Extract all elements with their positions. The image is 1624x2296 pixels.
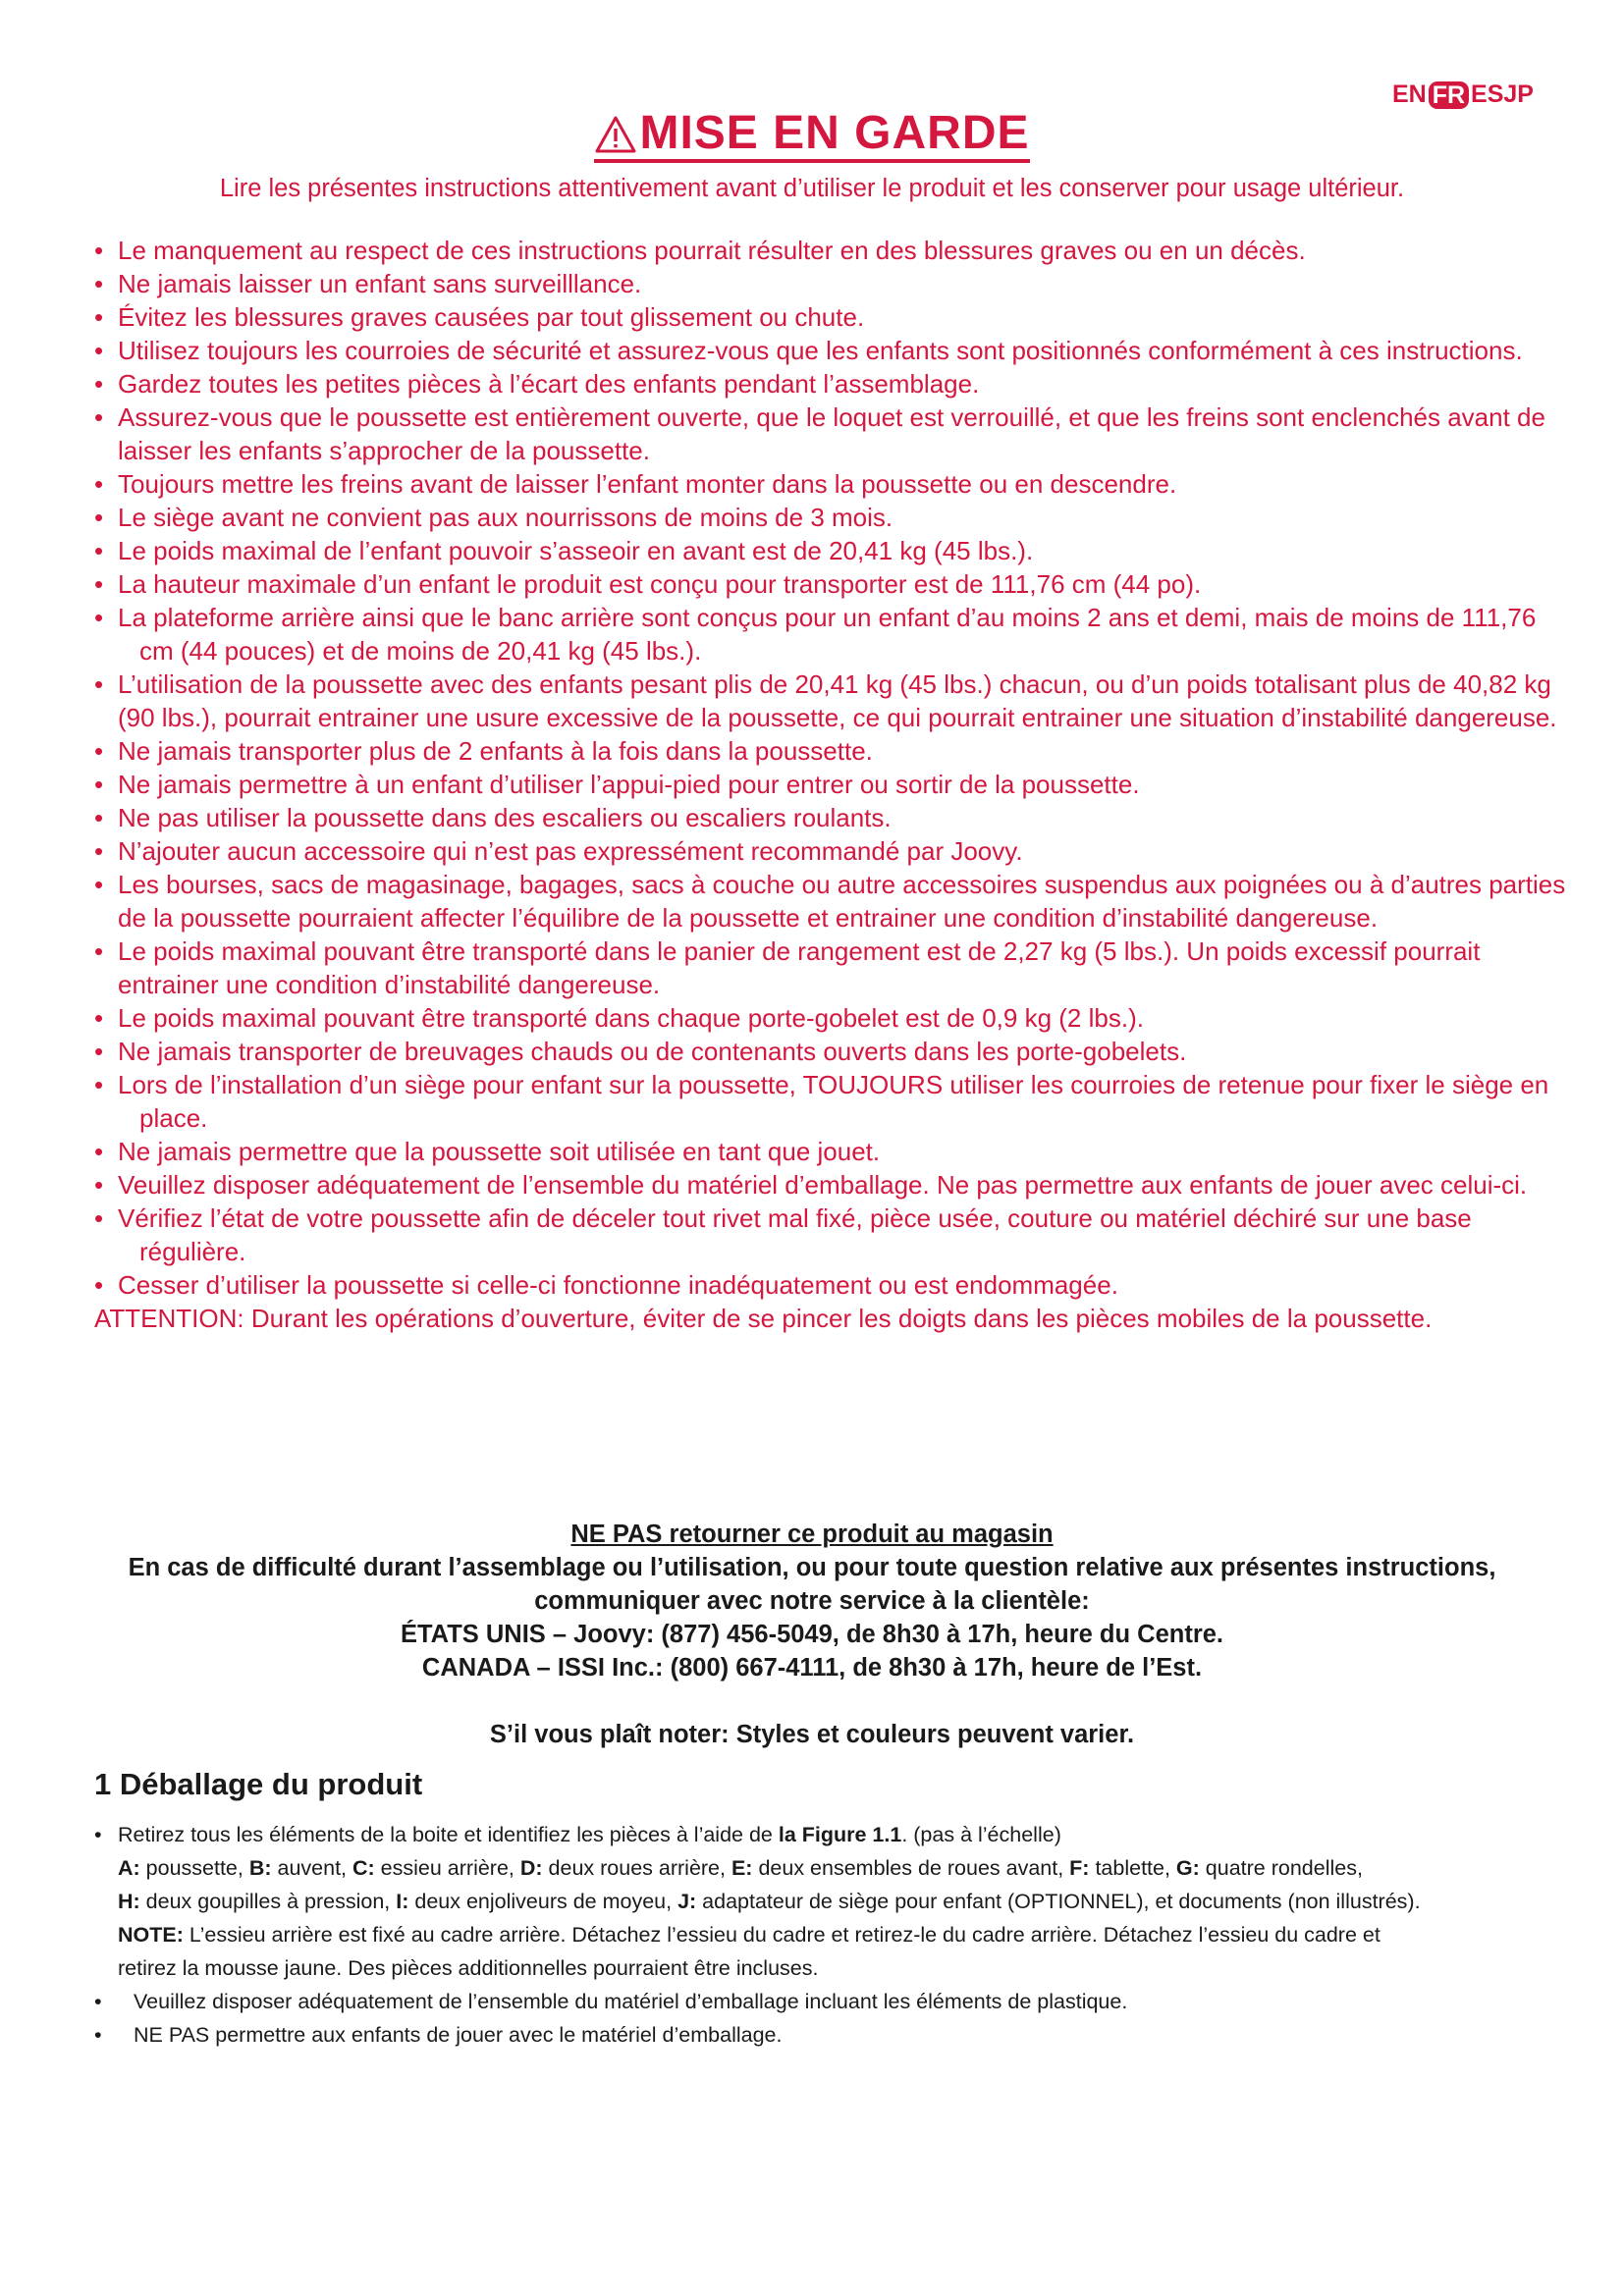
warning-item: • Ne jamais permettre à un enfant d’utiliser l’appui-pied pour entrer ou sortir de la poussette.	[94, 770, 1140, 799]
note-paragraph: NOTE: L’essieu arrière est fixé au cadre arrière. Détachez l’essieu du cadre et retirez-le du cadre arrière. Détachez l’essieu du cadre et retirez la mousse jaune. Des pièces additionnelles pourraient être incluses.	[118, 1923, 1380, 1980]
page-title: MISE EN GARDE	[639, 107, 1030, 159]
warning-item: • Veuillez disposer adéquatement de l’ensemble du matériel d’emballage. Ne pas permettre aux enfants de jouer avec celui-ci.	[94, 1170, 1528, 1200]
warning-item: • Cesser d’utiliser la poussette si celle-ci fonctionne inadéquatement ou est endommagée.	[94, 1270, 1118, 1300]
warning-item: • Le poids maximal de l’enfant pouvoir s’asseoir en avant est de 20,41 kg (45 lbs.).	[94, 536, 1034, 565]
section-1-title: 1 Déballage du produit	[94, 1767, 423, 1801]
no-return-heading: NE PAS retourner ce produit au magasin	[570, 1521, 1054, 1548]
customer-service-block	[0, 1518, 1624, 1751]
contact-line-2: communiquer avec notre service à la clientèle:	[534, 1587, 1090, 1615]
warning-item: • Assurez-vous que le poussette est entièrement ouverte, que le loquet est verrouillé, et que les freins sont enclenchés avant de laisser les enfants s’approcher de la poussette.	[94, 402, 1545, 465]
note-label: NOTE:	[118, 1923, 184, 1947]
warning-item: • Vérifiez l’état de votre poussette afin de déceler tout rivet mal fixé, pièce usée, couture ou matériel déchiré sur une base régulière.	[94, 1203, 1472, 1266]
styles-note: S’il vous plaît noter: Styles et couleurs peuvent varier.	[489, 1721, 1135, 1748]
lang-fr[interactable]: FR	[1429, 81, 1469, 109]
warnings-list	[94, 234, 1567, 1335]
warning-item: • Ne jamais transporter de breuvages chauds ou de contenants ouverts dans les porte-gobelets.	[94, 1037, 1187, 1066]
list-item: • NE PAS permettre aux enfants de jouer avec le matériel d’emballage.	[94, 2023, 783, 2047]
warning-item: • Utilisez toujours les courroies de sécurité et assurez-vous que les enfants sont positionnés conformément à ces instructions.	[94, 336, 1523, 365]
warning-item: • Ne jamais permettre que la poussette soit utilisée en tant que jouet.	[94, 1137, 881, 1166]
list-item: • Retirez tous les éléments de la boite et identifiez les pièces à l’aide de la Figure 1.1. (pas à l’échelle)	[94, 1823, 1061, 1846]
warning-item: • Lors de l’installation d’un siège pour enfant sur la poussette, TOUJOURS utiliser les courroies de retenue pour fixer le siège en place.	[94, 1070, 1549, 1133]
warning-item: • Le siège avant ne convient pas aux nourrissons de moins de 3 mois.	[94, 503, 893, 532]
lang-es[interactable]: ES	[1471, 80, 1504, 108]
section-1-list	[94, 1818, 1538, 2052]
warning-header	[0, 107, 1624, 166]
language-switcher	[1392, 80, 1534, 109]
warning-item: • Le poids maximal pouvant être transporté dans chaque porte-gobelet est de 0,9 kg (2 lbs.).	[94, 1003, 1144, 1033]
attention-note: ATTENTION: Durant les opérations d’ouverture, éviter de se pincer les doigts dans les pièces mobiles de la poussette.	[94, 1304, 1433, 1333]
warning-item: • La plateforme arrière ainsi que le banc arrière sont conçus pour un enfant d’au moins 2 ans et demi, mais de moins de 111,76 cm (44 pouces) et de moins de 20,41 kg (45 lbs.).	[94, 603, 1537, 666]
warning-triangle-icon	[594, 115, 637, 154]
list-item: • Veuillez disposer adéquatement de l’ensemble du matériel d’emballage incluant les éléments de plastique.	[94, 1990, 1128, 2013]
warning-item: • Évitez les blessures graves causées par tout glissement ou chute.	[94, 302, 865, 332]
lang-jp[interactable]: JP	[1503, 80, 1534, 108]
warning-item: • Le poids maximal pouvant être transporté dans le panier de rangement est de 2,27 kg (5 lbs.). Un poids excessif pourrait entrainer une condition d’instabilité dangereuse.	[94, 936, 1481, 999]
contact-usa: ÉTATS UNIS – Joovy: (877) 456-5049, de 8h30 à 17h, heure du Centre.	[400, 1621, 1224, 1648]
warning-item: • N’ajouter aucun accessoire qui n’est pas expressément recommandé par Joovy.	[94, 836, 1023, 866]
contact-canada: CANADA – ISSI Inc.: (800) 667-4111, de 8h30 à 17h, heure de l’Est.	[421, 1654, 1203, 1682]
warning-item: • Ne jamais transporter plus de 2 enfants à la fois dans la poussette.	[94, 736, 873, 766]
warning-item: • L’utilisation de la poussette avec des enfants pesant plis de 20,41 kg (45 lbs.) chacun, ou d’un poids totalisant plus de 40,82 kg (90 lbs.), pourrait entrainer une usure excessive de la poussette, ce qui pourrait entrainer une situation d’instabilité dangereuse.	[94, 669, 1557, 732]
warning-item: • Toujours mettre les freins avant de laisser l’enfant monter dans la poussette ou en descendre.	[94, 469, 1177, 499]
warning-item: • La hauteur maximale d’un enfant le produit est conçu pour transporter est de 111,76 cm (44 po).	[94, 569, 1202, 599]
warning-item: • Ne pas utiliser la poussette dans des escaliers ou escaliers roulants.	[94, 803, 892, 832]
parts-list: A: poussette, B: auvent, C: essieu arrière, D: deux roues arrière, E: deux ensembles de roues avant, F: tablette, G: quatre rondelles, H: deux goupilles à pression, I: deux enjoliveurs de moyeu, J: adaptateur de siège pour enfant (OPTIONNEL), et documents (non illustrés).	[118, 1856, 1421, 1913]
contact-line-1: En cas de difficulté durant l’assemblage ou l’utilisation, ou pour toute question relative aux présentes instructions,	[128, 1554, 1496, 1581]
warning-item: • Gardez toutes les petites pièces à l’écart des enfants pendant l’assemblage.	[94, 369, 980, 399]
lang-en[interactable]: EN	[1391, 80, 1427, 108]
figure-reference: la Figure 1.1	[778, 1823, 902, 1846]
intro-text: Lire les présentes instructions attentivement avant d’utiliser le produit et les conserver pour usage ultérieur.	[219, 175, 1405, 202]
warning-item: • Le manquement au respect de ces instructions pourrait résulter en des blessures graves ou en un décès.	[94, 236, 1306, 265]
warning-item: • Les bourses, sacs de magasinage, bagages, sacs à couche ou autre accessoires suspendus aux poignées ou à d’autres parties de la poussette pourraient affecter l’équilibre de la poussette et entrainer une condition d’instabilité dangereuse.	[94, 870, 1566, 933]
warning-item: • Ne jamais laisser un enfant sans surveilllance.	[94, 269, 642, 298]
